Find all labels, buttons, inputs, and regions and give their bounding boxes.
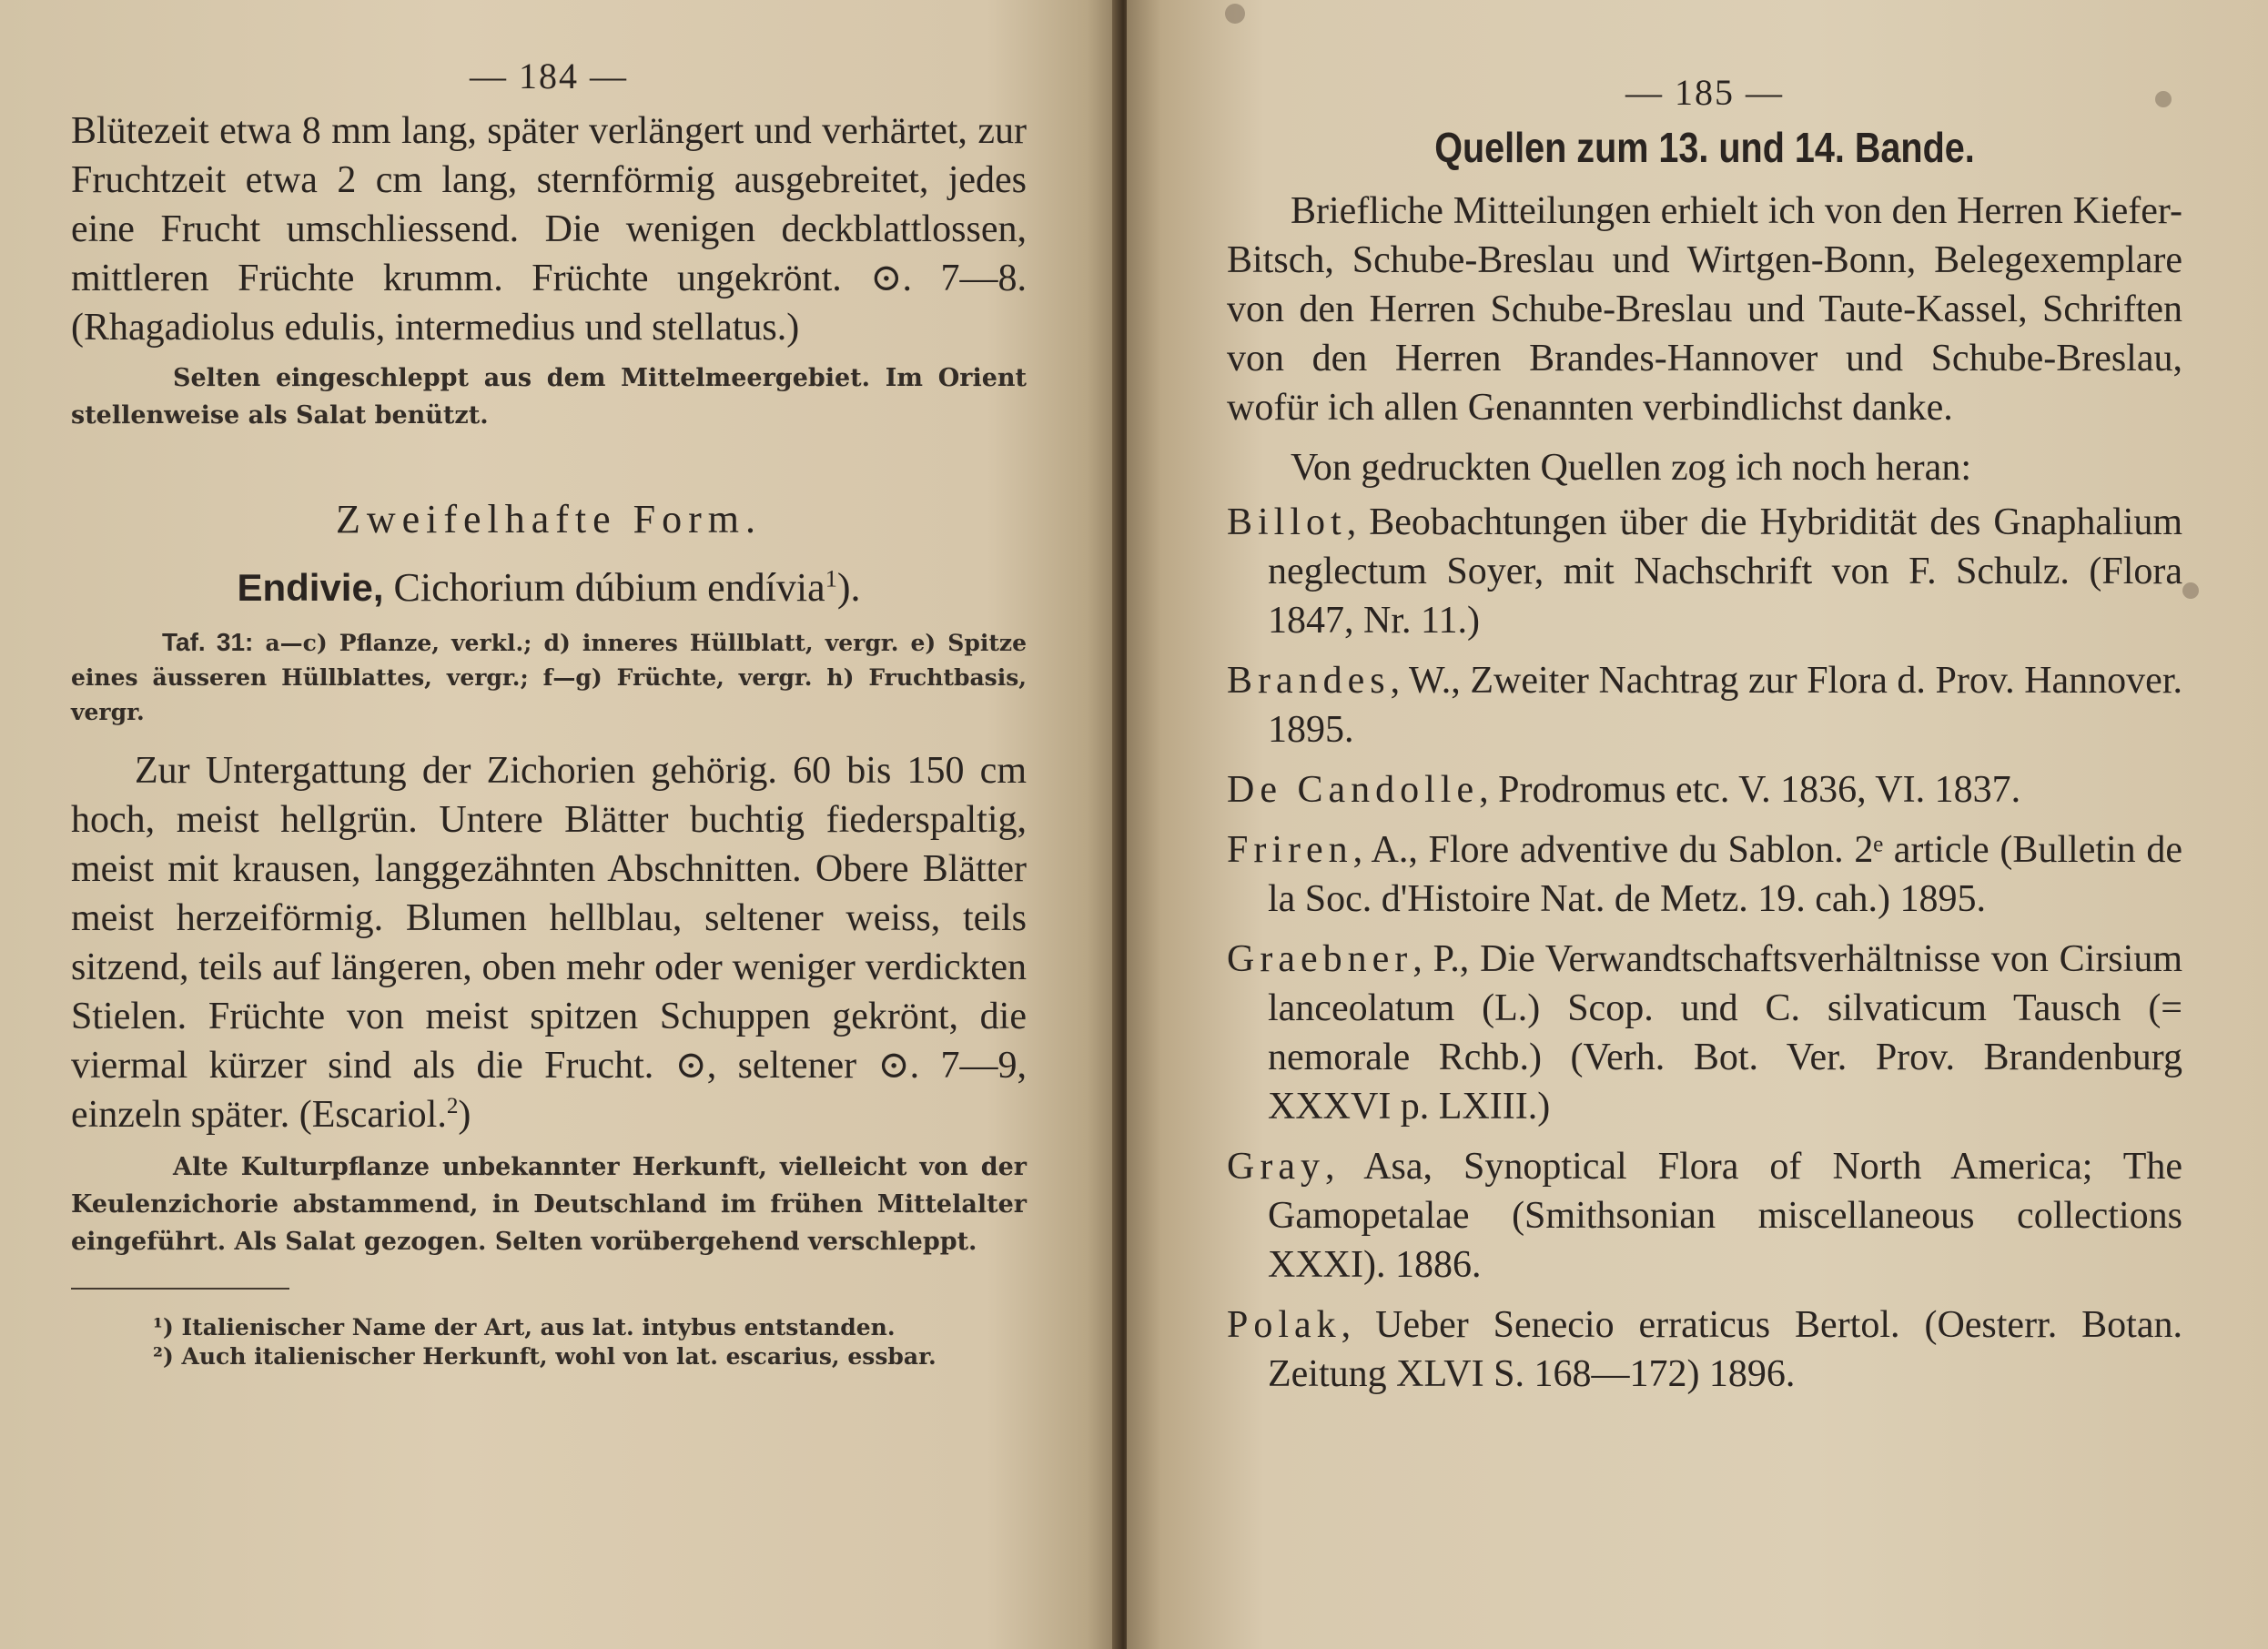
reference-text: , Beobachtungen über die Hybridität des Gnaphalium neglectum Soyer, mit Nachschrift von F. Schulz. (Flora 1847, Nr. 11.) (1268, 501, 2182, 642)
body-text (71, 746, 1027, 1139)
section-heading: Zweifelhafte Form. (335, 497, 763, 541)
paper-spot (2182, 582, 2199, 599)
reference-entry (1227, 765, 2182, 814)
plate-caption (71, 625, 1027, 730)
page-number-185: — 185 — (1625, 72, 1784, 113)
paragraph-endivie-text: Zur Untergattung der Zichorien gehörig. 60 bis 150 cm hoch, meist hellgrün. Untere Blätter buchtig fiederspaltig, meist mit krausen, langgezähnten Abschnitten. Obere Blätter meist herzeiförmig. Blumen hellblau, seltener weiss, teils sitzend, teils auf längeren, oben mehr oder weniger verdickten Stielen. Früchte von meist spitzen Schuppen gekrönt, die viermal kürzer sind als die Frucht. ⊙, seltener ⊙. 7—9, einzeln später. (Escariol. (71, 750, 1027, 1136)
footnote-2: ²) Auch italienischer Herkunft, wohl von lat. escarius, essbar. (153, 1343, 937, 1370)
reference-author: Billot (1227, 501, 1347, 543)
species-heading-end: ). (836, 565, 861, 610)
reference-entry (1227, 1142, 2182, 1290)
reference-author: Polak (1227, 1304, 1342, 1346)
species-heading (71, 564, 1027, 611)
footnote-marker: 2 (446, 1094, 459, 1118)
sources-title: Quellen zum 13. und 14. Bande. (1434, 124, 1975, 171)
paragraph-endivie (71, 746, 1027, 1139)
reference-text: , A., Flore adventive du Sablon. 2ᵉ article (Bulletin de la Soc. d'Histoire Nat. de Metz. 19. cah.) 1895. (1268, 829, 2182, 920)
reference-author: De Candolle (1227, 769, 1480, 811)
right-page-content (1227, 71, 2182, 1410)
reference-entry (1227, 935, 2182, 1131)
reference-author: Brandes (1227, 660, 1391, 702)
paragraph-rhagadiolus: Blütezeit etwa 8 mm lang, später verlängert und verhärtet, zur Fruchtzeit etwa 2 cm lang, sternförmig ausgebreitet, jedes eine Frucht umschliessend. Die wenigen deckblattlossen, mittleren Früchte krumm. Früchte ungekrönt. ⊙. 7—8. (Rhagadiolus edulis, intermedius und stellatus.) (71, 110, 1027, 349)
distribution-note: Selten eingeschleppt aus dem Mittelmeergebiet. Im Orient stellenweise als Salat benützt. (71, 364, 1027, 430)
left-page (0, 0, 1121, 1649)
paragraph-endivie-end: ) (458, 1094, 471, 1136)
reference-entry (1227, 656, 2182, 754)
reference-author: Friren (1227, 829, 1353, 871)
plate-label: Taf. 31: (162, 628, 254, 656)
species-latin-name: Cichorium dúbium endívia (393, 565, 825, 610)
reference-author: Gray (1227, 1146, 1325, 1188)
reference-author: Graebner (1227, 938, 1413, 980)
footnote-rule (71, 1288, 289, 1290)
page-number-184: — 184 — (470, 56, 628, 96)
plate-text: a—c) Pflanze, verkl.; d) inneres Hüllblatt, vergr. e) Spitze eines äusseren Hüllblattes, vergr.; f—g) Früchte, vergr. h) Fruchtbasis, vergr. (71, 630, 1027, 725)
body-text (1227, 187, 2182, 1399)
body-text (71, 106, 1027, 352)
reference-text: , Prodromus etc. V. 1836, VI. 1837. (1479, 769, 2021, 811)
printed-sources-intro: Von gedruckten Quellen zog ich noch heran: (1291, 447, 1971, 489)
reference-text: , Ueber Senecio erraticus Bertol. (Oesterr. Botan. Zeitung XLVI S. 168—172) 1896. (1268, 1304, 2182, 1395)
footnote-1: ¹) Italienischer Name der Art, aus lat. intybus entstanden. (153, 1314, 896, 1340)
reference-text: , Asa, Synoptical Flora of North America; The Gamopetalae (Smithsonian miscellaneous collections XXXI). 1886. (1268, 1146, 2182, 1286)
left-page-content (71, 55, 1027, 1371)
paper-spot (1225, 4, 1245, 24)
species-common-name: Endivie, (237, 566, 384, 609)
cultivation-note: Alte Kulturpflanze unbekannter Herkunft, vielleicht von der Keulenzichorie abstammend, in Deutschland im frühen Mittelalter eingeführt. Als Salat gezogen. Selten vorübergehend verschleppt. (71, 1153, 1027, 1256)
footnote-marker: 1 (825, 564, 837, 592)
reference-text: , P., Die Verwandtschaftsverhältnisse von Cirsium lanceolatum (L.) Scop. und C. silvaticum Tausch (= nemorale Rchb.) (Verh. Bot. Ver. Prov. Brandenburg XXXVI p. LXIII.) (1268, 938, 2182, 1128)
reference-entry (1227, 498, 2182, 645)
right-page (1127, 0, 2268, 1649)
reference-entry (1227, 825, 2182, 924)
acknowledgement-paragraph: Briefliche Mitteilungen erhielt ich von den Herren Kiefer-Bitsch, Schube-Breslau und Wirtgen-Bonn, Belegexemplare von den Herren Schube-Breslau und Taute-Kassel, Schriften von den Herren Brandes-Hannover und Schube-Breslau, wofür ich allen Genannten verbindlichst danke. (1227, 190, 2182, 429)
reference-entry (1227, 1300, 2182, 1399)
reference-text: , W., Zweiter Nachtrag zur Flora d. Prov. Hannover. 1895. (1268, 660, 2182, 751)
paper-spot (2155, 91, 2172, 107)
